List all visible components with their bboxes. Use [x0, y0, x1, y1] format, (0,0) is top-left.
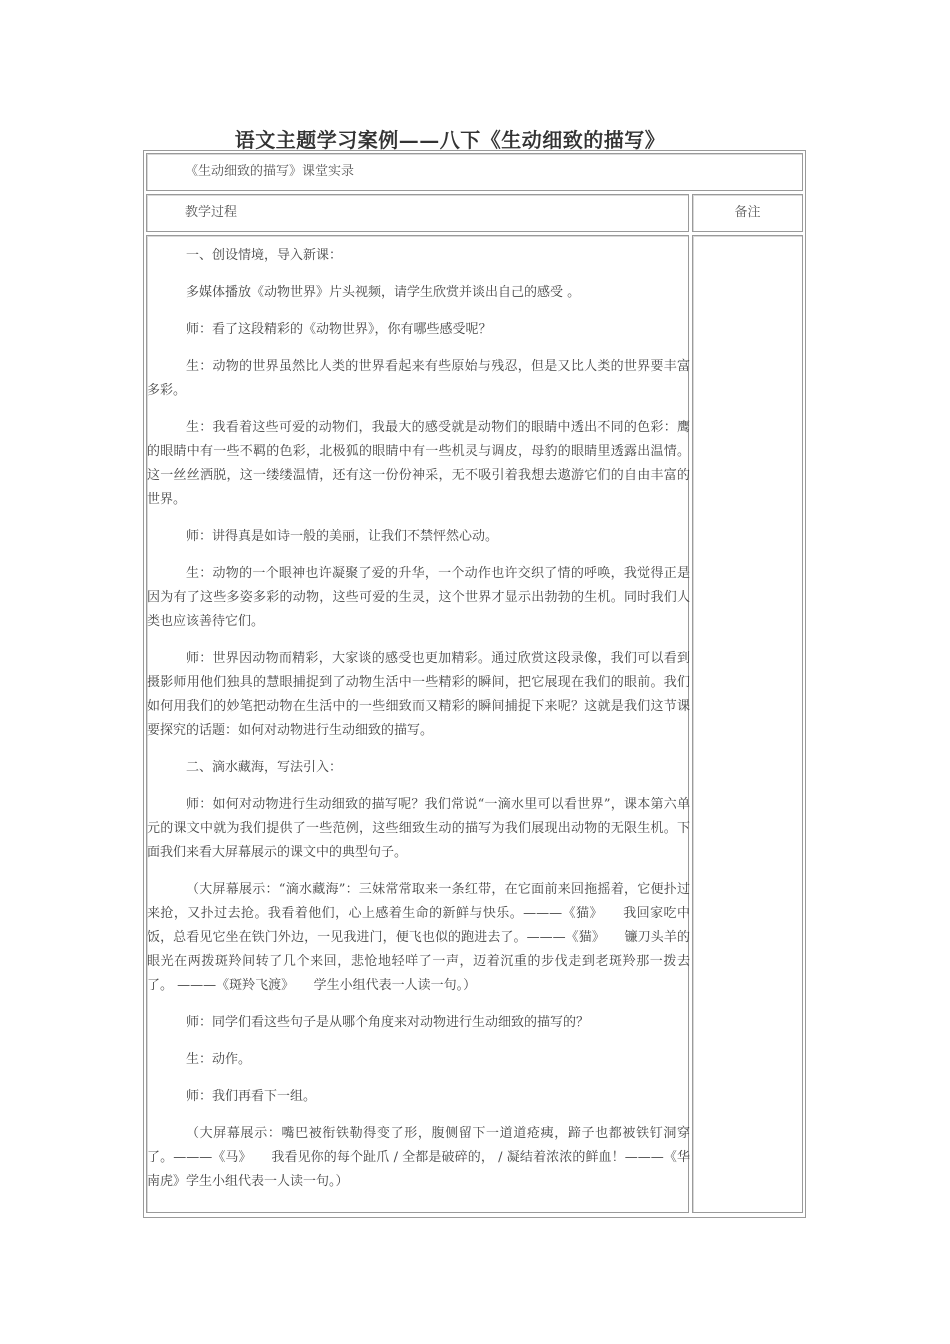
table-row-record-title [146, 153, 803, 191]
paragraph: 多媒体播放《动物世界》片头视频，请学生欣赏并谈出自己的感受 。 [186, 285, 581, 300]
paragraph: 师：同学们看这些句子是从哪个角度来对动物进行生动细致的描写的？ [186, 1015, 590, 1030]
notes-header: 备注 [734, 205, 761, 220]
paragraph: 生：我看着这些可爱的动物们，我最大的感受就是动物们的眼睛中透出不同的色彩：鹰的眼睛中有一些不羁的色彩，北极狐的眼睛中有一些机灵与调皮，母豹的眼睛里透露出温情。这一丝丝洒脱，这一缕缕温情，还有这一份份神采，无不吸引着我想去遨游它们的自由丰富的世界。 [147, 420, 690, 507]
notes-cell [692, 235, 803, 1213]
table-header-process [146, 194, 689, 232]
teaching-process-cell [146, 235, 689, 1213]
process-header: 教学过程 [185, 205, 238, 220]
paragraph: 生：动物的一个眼神也许凝聚了爱的升华，一个动作也许交织了情的呼唤，我觉得正是因为有了这些多姿多彩的动物，这些可爱的生灵，这个世界才显示出勃勃的生机。同时我们人类也应该善待它们。 [147, 566, 690, 629]
section-heading: 二、滴水藏海，写法引入： [186, 760, 343, 775]
record-title: 《生动细致的描写》课堂实录 [185, 164, 355, 179]
paragraph: 师：如何对动物进行生动细致的描写呢？我们常说“一滴水里可以看世界”，课本第六单元的课文中就为我们提供了一些范例，这些细致生动的描写为我们展现出动物的无限生机。下面我们来看大屏幕展示的课文中的典型句子。 [147, 797, 690, 860]
paragraph: 生：动物的世界虽然比人类的世界看起来有些原始与残忍，但是又比人类的世界要丰富多彩。 [147, 359, 690, 398]
section-heading: 一、创设情境，导入新课： [186, 248, 343, 263]
paragraph: 师：世界因动物而精彩，大家谈的感受也更加精彩。通过欣赏这段录像，我们可以看到摄影师用他们独具的慧眼捕捉到了动物生活中一些精彩的瞬间，把它展现在我们的眼前。我们如何用我们的妙笔把动物在生活中的一些细致而又精彩的瞬间捕捉下来呢？这就是我们这节课要探究的话题：如何对动物进行生动细致的描写。 [147, 651, 690, 738]
table-header-notes [692, 194, 803, 232]
paragraph: 生：动作。 [186, 1052, 252, 1067]
paragraph: 师：我们再看下一组。 [186, 1089, 317, 1104]
paragraph: 师：讲得真是如诗一般的美丽，让我们不禁怦然心动。 [186, 529, 499, 544]
paragraph: （大屏幕展示：嘴巴被衔铁勒得变了形，腹侧留下一道道疮痍，蹄子也都被铁钉洞穿了。———《马》 我看见你的每个趾爪 / 全都是破碎的， / 凝结着浓浓的鲜血！———《华南虎》学生小组代表一人读一句。） [147, 1126, 690, 1189]
paragraph: （大屏幕展示：“滴水藏海”：三妹常常取来一条红带，在它面前来回拖摇着，它便扑过来抢，又扑过去抢。我看着他们，心上感着生命的新鲜与快乐。———《猫》 我回家吃中饭，总看见它坐在铁门外边，一见我进门，便飞也似的跑进去了。———《猫》 镰刀头羊的眼光在两拨斑羚间转了几个来回，悲怆地轻咩了一声，迈着沉重的步伐走到老斑羚那一拨去了。 ———《斑羚飞渡》 学生小组代表一人读一句。） [147, 882, 690, 993]
paragraph: 师：看了这段精彩的《动物世界》，你有哪些感受呢？ [186, 322, 492, 337]
document-title: 语文主题学习案例——八下《生动细致的描写》 [234, 128, 666, 152]
teaching-process-content [147, 236, 690, 1207]
